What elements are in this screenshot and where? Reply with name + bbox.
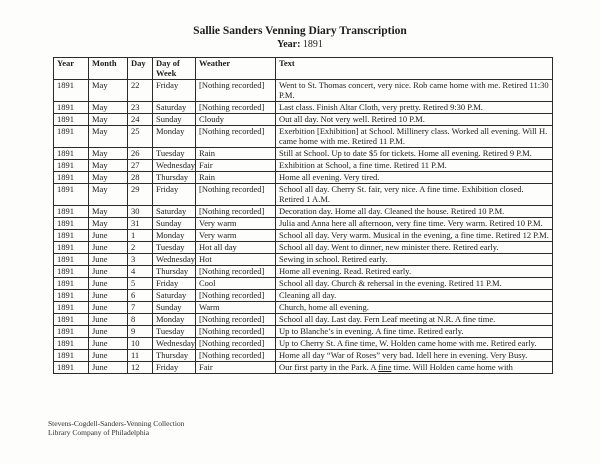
cell-day-of-week: Saturday xyxy=(153,102,196,114)
table-row xyxy=(54,114,553,126)
footer xyxy=(48,419,184,437)
cell-year: 1891 xyxy=(54,184,89,206)
cell-month: May xyxy=(89,148,128,160)
cell-text: Home all evening. Very tired. xyxy=(276,172,553,184)
cell-day: 12 xyxy=(128,362,153,374)
cell-day-of-week: Wednesday xyxy=(153,160,196,172)
diary-table xyxy=(53,57,553,374)
cell-weather: Hot xyxy=(196,254,276,266)
cell-text: Cleaning all day. xyxy=(276,290,553,302)
underlined-word: fine xyxy=(378,362,392,372)
cell-day-of-week: Tuesday xyxy=(153,242,196,254)
table-row xyxy=(54,102,553,114)
table-row xyxy=(54,218,553,230)
cell-weather: Fair xyxy=(196,362,276,374)
cell-year: 1891 xyxy=(54,350,89,362)
cell-text: Exerbition [Exhibition] at School. Millinery class. Worked all evening. Will H. came home with me. Retired 11 P.M. xyxy=(276,126,553,148)
cell-day: 27 xyxy=(128,160,153,172)
cell-year: 1891 xyxy=(54,102,89,114)
cell-day-of-week: Thursday xyxy=(153,350,196,362)
table-row xyxy=(54,302,553,314)
cell-year: 1891 xyxy=(54,362,89,374)
cell-day: 6 xyxy=(128,290,153,302)
cell-year: 1891 xyxy=(54,302,89,314)
cell-day-of-week: Thursday xyxy=(153,266,196,278)
cell-weather: [Nothing recorded] xyxy=(196,326,276,338)
cell-text: School all day. Cherry St. fair, very nice. A fine time. Exhibition closed. Retired 1 A.M. xyxy=(276,184,553,206)
cell-weather: [Nothing recorded] xyxy=(196,80,276,102)
column-header-day-of-week: Day of Week xyxy=(153,58,196,80)
cell-day-of-week: Tuesday xyxy=(153,148,196,160)
cell-text: Home all evening. Read. Retired early. xyxy=(276,266,553,278)
cell-day: 25 xyxy=(128,126,153,148)
cell-day: 29 xyxy=(128,184,153,206)
diary-table-body xyxy=(54,80,553,374)
cell-month: May xyxy=(89,114,128,126)
table-row xyxy=(54,206,553,218)
cell-text: Went to St. Thomas concert, very nice. Rob came home with me. Retired 11:30 P.M. xyxy=(276,80,553,102)
cell-month: June xyxy=(89,350,128,362)
cell-month: June xyxy=(89,362,128,374)
cell-text: Out all day. Not very well. Retired 10 P.M. xyxy=(276,114,553,126)
cell-year: 1891 xyxy=(54,114,89,126)
cell-month: June xyxy=(89,278,128,290)
table-row xyxy=(54,172,553,184)
table-row xyxy=(54,290,553,302)
cell-year: 1891 xyxy=(54,266,89,278)
cell-year: 1891 xyxy=(54,80,89,102)
cell-text: Decoration day. Home all day. Cleaned the house. Retired 10 P.M. xyxy=(276,206,553,218)
cell-day-of-week: Sunday xyxy=(153,302,196,314)
column-header-weather: Weather xyxy=(196,58,276,80)
cell-year: 1891 xyxy=(54,206,89,218)
year-label: Year: xyxy=(277,39,301,50)
cell-weather: [Nothing recorded] xyxy=(196,126,276,148)
year-line xyxy=(0,39,600,51)
table-row xyxy=(54,80,553,102)
cell-text: School all day. Church & rehersal in the evening. Retired 11 P.M. xyxy=(276,278,553,290)
cell-day-of-week: Friday xyxy=(153,184,196,206)
column-header-day: Day xyxy=(128,58,153,80)
table-row xyxy=(54,326,553,338)
cell-day: 26 xyxy=(128,148,153,160)
cell-day: 1 xyxy=(128,230,153,242)
cell-day-of-week: Tuesday xyxy=(153,326,196,338)
cell-day: 31 xyxy=(128,218,153,230)
footer-organization: Library Company of Philadelphia xyxy=(48,428,150,437)
cell-day: 28 xyxy=(128,172,153,184)
cell-weather: Cool xyxy=(196,278,276,290)
cell-day: 10 xyxy=(128,338,153,350)
cell-day-of-week: Friday xyxy=(153,362,196,374)
cell-day: 30 xyxy=(128,206,153,218)
cell-day: 8 xyxy=(128,314,153,326)
cell-text: School all day. Last day. Fern Leaf meeting at N.R. A fine time. xyxy=(276,314,553,326)
cell-weather: Hot all day xyxy=(196,242,276,254)
cell-day: 23 xyxy=(128,102,153,114)
cell-month: May xyxy=(89,206,128,218)
cell-day-of-week: Saturday xyxy=(153,290,196,302)
cell-weather: Warm xyxy=(196,302,276,314)
table-row xyxy=(54,230,553,242)
cell-year: 1891 xyxy=(54,314,89,326)
cell-year: 1891 xyxy=(54,338,89,350)
cell-year: 1891 xyxy=(54,230,89,242)
cell-year: 1891 xyxy=(54,218,89,230)
cell-weather: Rain xyxy=(196,172,276,184)
cell-text: Sewing in school. Retired early. xyxy=(276,254,553,266)
cell-weather: Fair xyxy=(196,160,276,172)
table-row xyxy=(54,338,553,350)
cell-weather: [Nothing recorded] xyxy=(196,102,276,114)
cell-text: School all day. Very warm. Musical in the evening, a fine time. Retired 12 P.M. xyxy=(276,230,553,242)
cell-weather: [Nothing recorded] xyxy=(196,350,276,362)
cell-text: School all day. Went to dinner, new minister there. Retired early. xyxy=(276,242,553,254)
cell-day: 5 xyxy=(128,278,153,290)
cell-year: 1891 xyxy=(54,148,89,160)
table-row xyxy=(54,148,553,160)
cell-month: May xyxy=(89,160,128,172)
column-header-year: Year xyxy=(54,58,89,80)
cell-year: 1891 xyxy=(54,278,89,290)
cell-year: 1891 xyxy=(54,326,89,338)
cell-weather: [Nothing recorded] xyxy=(196,266,276,278)
table-row xyxy=(54,266,553,278)
table-row xyxy=(54,242,553,254)
footer-collection: Stevens-Cogdell-Sanders-Venning Collection xyxy=(48,419,185,428)
cell-text: Up to Blanche’s in evening. A fine time. Retired early. xyxy=(276,326,553,338)
cell-month: May xyxy=(89,126,128,148)
cell-year: 1891 xyxy=(54,160,89,172)
cell-day-of-week: Saturday xyxy=(153,206,196,218)
cell-day-of-week: Friday xyxy=(153,80,196,102)
cell-text: Exhibition at School, a fine time. Retired 11 P.M. xyxy=(276,160,553,172)
cell-day-of-week: Sunday xyxy=(153,114,196,126)
cell-day-of-week: Monday xyxy=(153,314,196,326)
cell-year: 1891 xyxy=(54,172,89,184)
cell-weather: Rain xyxy=(196,148,276,160)
table-header-row xyxy=(54,58,553,80)
cell-day: 24 xyxy=(128,114,153,126)
cell-text: Home all day “War of Roses” very bad. Idell here in evening. Very Busy. xyxy=(276,350,553,362)
cell-day-of-week: Wednesday xyxy=(153,254,196,266)
cell-day: 7 xyxy=(128,302,153,314)
cell-weather: [Nothing recorded] xyxy=(196,338,276,350)
cell-month: May xyxy=(89,218,128,230)
cell-day-of-week: Monday xyxy=(153,230,196,242)
page-title: Sallie Sanders Venning Diary Transcription xyxy=(193,25,407,37)
cell-day-of-week: Monday xyxy=(153,126,196,148)
cell-day-of-week: Wednesday xyxy=(153,338,196,350)
cell-weather: Very warm xyxy=(196,218,276,230)
cell-text: Church, home all evening. xyxy=(276,302,553,314)
year-value: 1891 xyxy=(302,39,323,50)
cell-day: 9 xyxy=(128,326,153,338)
cell-weather: [Nothing recorded] xyxy=(196,206,276,218)
cell-weather: Cloudy xyxy=(196,114,276,126)
cell-day-of-week: Sunday xyxy=(153,218,196,230)
table-row xyxy=(54,254,553,266)
cell-month: June xyxy=(89,290,128,302)
cell-weather: Very warm xyxy=(196,230,276,242)
table-row xyxy=(54,278,553,290)
table-row xyxy=(54,160,553,172)
cell-day: 11 xyxy=(128,350,153,362)
cell-year: 1891 xyxy=(54,126,89,148)
cell-month: May xyxy=(89,172,128,184)
table-row xyxy=(54,126,553,148)
cell-month: June xyxy=(89,338,128,350)
cell-month: June xyxy=(89,242,128,254)
table-row xyxy=(54,362,553,374)
cell-year: 1891 xyxy=(54,242,89,254)
cell-text: Our first party in the Park. A fine time. Will Holden came home with xyxy=(276,362,553,374)
cell-day: 2 xyxy=(128,242,153,254)
cell-year: 1891 xyxy=(54,254,89,266)
cell-month: May xyxy=(89,102,128,114)
cell-day-of-week: Friday xyxy=(153,278,196,290)
cell-month: May xyxy=(89,184,128,206)
cell-day: 22 xyxy=(128,80,153,102)
cell-text: Last class. Finish Altar Cloth, very pretty. Retired 9:30 P.M. xyxy=(276,102,553,114)
cell-day-of-week: Thursday xyxy=(153,172,196,184)
column-header-month: Month xyxy=(89,58,128,80)
cell-text: Julia and Anna here all afternoon, very fine time. Very warm. Retired 10 P.M. xyxy=(276,218,553,230)
cell-month: June xyxy=(89,254,128,266)
column-header-text: Text xyxy=(276,58,553,80)
cell-day: 3 xyxy=(128,254,153,266)
cell-text: Still at School. Up to date $5 for tickets. Home all evening. Retired 9 P.M. xyxy=(276,148,553,160)
table-row xyxy=(54,350,553,362)
cell-month: June xyxy=(89,266,128,278)
cell-month: June xyxy=(89,326,128,338)
cell-day: 4 xyxy=(128,266,153,278)
cell-month: June xyxy=(89,302,128,314)
cell-text: Up to Cherry St. A fine time, W. Holden came home with me. Retired early. xyxy=(276,338,553,350)
cell-month: June xyxy=(89,230,128,242)
table-row xyxy=(54,184,553,206)
cell-month: June xyxy=(89,314,128,326)
cell-weather: [Nothing recorded] xyxy=(196,314,276,326)
cell-weather: [Nothing recorded] xyxy=(196,184,276,206)
cell-year: 1891 xyxy=(54,290,89,302)
cell-weather: [Nothing recorded] xyxy=(196,290,276,302)
cell-month: May xyxy=(89,80,128,102)
table-row xyxy=(54,314,553,326)
